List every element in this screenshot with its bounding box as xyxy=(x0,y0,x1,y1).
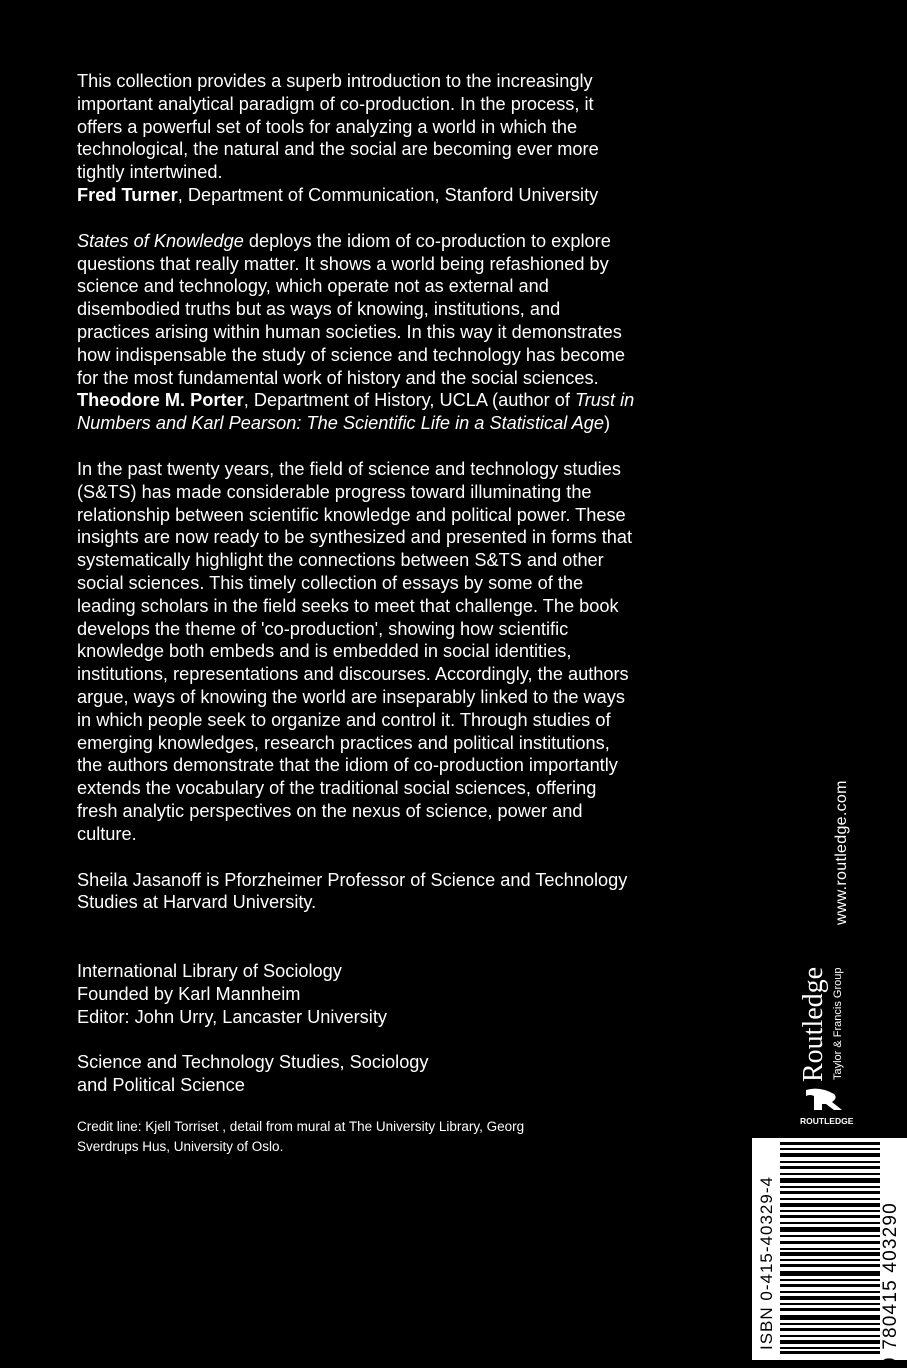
isbn-number: ISBN 0-415-40329-4 xyxy=(757,1176,776,1350)
credit-line-2: Sverdrups Hus, University of Oslo. xyxy=(77,1139,284,1155)
series-line-1: International Library of Sociology xyxy=(77,961,342,982)
book-description: In the past twenty years, the field of science and technology studies (S&TS) has made considerable progress toward illuminating the relationship between scientific knowledge and political power. These insights are now ready to be synthesized and presented in forms that systematically highlight the connections between S&TS and other social sciences. This timely collection of essays by some of the leading scholars in the field seeks to meet that challenge. The book develops the theme of 'co-production', showing how scientific knowledge both embeds and is embedded in social identities, institutions, representations and discourses. Accordingly, the authors argue, ways of knowing the world are inseparably linked to the ways in which people seek to organize and control it. Through studies of emerging knowledges, research practices and political institutions, the authors demonstrate that the idiom of co-production importantly extends the vocabulary of the traditional social sciences, offering fresh analytic perspectives on the nexus of science, power and culture. xyxy=(77,458,633,844)
subject-line-1: Science and Technology Studies, Sociology xyxy=(77,1052,429,1073)
barcode-bars-icon xyxy=(780,1142,880,1354)
ean-number: 9 780415 403290 xyxy=(880,1202,901,1368)
editor-bio: Sheila Jasanoff is Pforzheimer Professor of Science and Technology Studies at Harvard University. xyxy=(77,869,628,913)
quote-turner-text: This collection provides a superb introduction to the increasingly important analytical paradigm of co-production. In the process, it offers a powerful set of tools for analyzing a world in which the technological, the natural and the social are becoming ever more tightly intertwined. xyxy=(77,71,599,183)
quote-turner-author: Fred Turner xyxy=(77,184,178,205)
publisher-website: www.routledge.com xyxy=(833,780,850,925)
series-info xyxy=(77,960,637,1028)
logo-text: ROUTLEDGE xyxy=(800,1116,854,1126)
subject-categories xyxy=(77,1051,637,1097)
subject-line-2: and Political Science xyxy=(77,1075,245,1096)
quote-porter-close: ) xyxy=(604,413,611,434)
quote-porter-author: Theodore M. Porter xyxy=(77,390,244,411)
back-cover-text xyxy=(77,70,637,1157)
quote-porter-text: deploys the idiom of co-production to explore questions that really matter. It shows a world being refashioned by science and technology, which operate not as external and disembodied truths but as ways of knowing, institutions, and practices arising within human societies. In this way it demonstrates how indispensable the study of science and technology has become for the most fundamental work of history and the social sciences. xyxy=(77,230,626,388)
publisher-group: Taylor & Francis Group xyxy=(832,967,844,1080)
routledge-logo-icon xyxy=(798,1084,858,1130)
quote-porter-book-title: States of Knowledge xyxy=(77,230,244,251)
quote-porter-affiliation: , Department of History, UCLA (author of xyxy=(243,390,575,411)
quote-turner-affiliation: , Department of Communication, Stanford University xyxy=(177,184,599,205)
quote-porter-works: Trust in Numbers and Karl Pearson: The Scientific Life in a Statistical Age xyxy=(77,390,635,434)
image-credit xyxy=(77,1117,637,1157)
series-line-3: Editor: John Urry, Lancaster University xyxy=(77,1006,387,1027)
quote-porter xyxy=(77,230,637,435)
publisher-name: Routledge xyxy=(798,966,829,1082)
quote-turner xyxy=(77,70,637,207)
series-line-2: Founded by Karl Mannheim xyxy=(77,983,301,1004)
credit-line-1: Credit line: Kjell Torriset , detail from mural at The University Library, Georg xyxy=(77,1119,525,1135)
